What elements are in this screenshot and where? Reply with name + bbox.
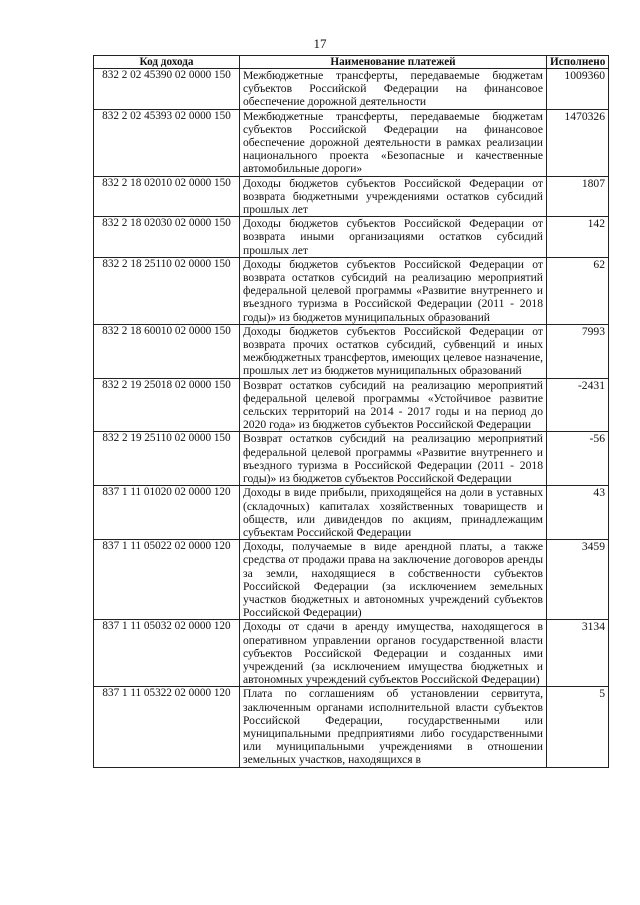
payment-name-cell: Доходы бюджетов субъектов Российской Федерации от возврата иными организациями остатков субсидий прошлых лет xyxy=(240,217,547,258)
revenue-code-cell: 832 2 02 45393 02 0000 150 xyxy=(94,109,240,176)
table-row xyxy=(94,257,609,324)
revenue-code-cell: 832 2 02 45390 02 0000 150 xyxy=(94,69,240,110)
header-name: Наименование платежей xyxy=(240,56,547,69)
amount-cell: 1470326 xyxy=(547,109,609,176)
table-body xyxy=(94,69,609,768)
page-number: 17 xyxy=(313,36,327,51)
payment-name-cell: Плата по соглашениям об установлении сервитута, заключенным органами исполнительной власти субъектов Российской Федерации, государственными или муниципальными предприятиями либо государственными или муниципальными учреждениями в отношении земельных участков, находящихся в xyxy=(240,687,547,767)
amount-cell: 1807 xyxy=(547,176,609,217)
payment-name-cell: Межбюджетные трансферты, передаваемые бюджетам субъектов Российской Федерации на финансовое обеспечение дорожной деятельности в рамках реализации национального проекта «Безопасные и качественные автомобильные дороги» xyxy=(240,109,547,176)
table-row xyxy=(94,687,609,767)
amount-cell: 142 xyxy=(547,217,609,258)
amount-cell: 1009360 xyxy=(547,69,609,110)
table-row xyxy=(94,176,609,217)
table-row xyxy=(94,540,609,620)
amount-cell: 62 xyxy=(547,257,609,324)
amount-cell: 43 xyxy=(547,486,609,540)
payment-name-cell: Доходы бюджетов субъектов Российской Федерации от возврата остатков субсидий на реализацию мероприятий федеральной целевой программы «Развитие внутреннего и въездного туризма в Российской Федерации (2011 - 2018 годы)» из бюджетов муниципальных образований xyxy=(240,257,547,324)
revenue-code-cell: 832 2 18 25110 02 0000 150 xyxy=(94,257,240,324)
header-code: Код дохода xyxy=(94,56,240,69)
payment-name-cell: Доходы от сдачи в аренду имущества, находящегося в оперативном управлении органов государственной власти субъектов Российской Федерации и созданных ими учреждений (за исключением имущества бюджетных и автономных учреждений субъектов Российской Федерации) xyxy=(240,620,547,687)
revenue-code-cell: 837 1 11 05022 02 0000 120 xyxy=(94,540,240,620)
table-row xyxy=(94,217,609,258)
payment-name-cell: Возврат остатков субсидий на реализацию мероприятий федеральной целевой программы «Развитие внутреннего и въездного туризма в Российской Федерации (2011 - 2018 годы)» из бюджетов субъектов Российской Федерации xyxy=(240,432,547,486)
amount-cell: -56 xyxy=(547,432,609,486)
table-row xyxy=(94,109,609,176)
table-row xyxy=(94,432,609,486)
revenue-code-cell: 837 1 11 01020 02 0000 120 xyxy=(94,486,240,540)
table-row xyxy=(94,324,609,378)
amount-cell: -2431 xyxy=(547,378,609,432)
amount-cell: 5 xyxy=(547,687,609,767)
amount-cell: 3459 xyxy=(547,540,609,620)
payment-name-cell: Доходы, получаемые в виде арендной платы, а также средства от продажи права на заключение договоров аренды за земли, находящиеся в собственности субъектов Российской Федерации (за исключением земельных участков бюджетных и автономных учреждений субъектов Российской Федерации) xyxy=(240,540,547,620)
payment-name-cell: Межбюджетные трансферты, передаваемые бюджетам субъектов Российской Федерации на финансовое обеспечение дорожной деятельности xyxy=(240,69,547,110)
revenue-code-cell: 837 1 11 05032 02 0000 120 xyxy=(94,620,240,687)
table-row xyxy=(94,69,609,110)
table-row xyxy=(94,486,609,540)
payment-name-cell: Доходы бюджетов субъектов Российской Федерации от возврата бюджетными учреждениями остатков субсидий прошлых лет xyxy=(240,176,547,217)
table-row xyxy=(94,378,609,432)
revenue-table xyxy=(93,55,609,768)
amount-cell: 3134 xyxy=(547,620,609,687)
table-row xyxy=(94,620,609,687)
revenue-code-cell: 832 2 19 25018 02 0000 150 xyxy=(94,378,240,432)
payment-name-cell: Доходы в виде прибыли, приходящейся на доли в уставных (складочных) капиталах хозяйственных товариществ и обществ, или дивидендов по акциям, принадлежащим субъектам Российской Федерации xyxy=(240,486,547,540)
revenue-code-cell: 832 2 18 02030 02 0000 150 xyxy=(94,217,240,258)
table-header-row xyxy=(94,56,609,69)
amount-cell: 7993 xyxy=(547,324,609,378)
revenue-code-cell: 832 2 18 02010 02 0000 150 xyxy=(94,176,240,217)
revenue-code-cell: 837 1 11 05322 02 0000 120 xyxy=(94,687,240,767)
header-amount: Исполнено xyxy=(547,56,609,69)
payment-name-cell: Доходы бюджетов субъектов Российской Федерации от возврата прочих остатков субсидий, субвенций и иных межбюджетных трансфертов, имеющих целевое назначение, прошлых лет из бюджетов муниципальных образований xyxy=(240,324,547,378)
revenue-code-cell: 832 2 18 60010 02 0000 150 xyxy=(94,324,240,378)
revenue-code-cell: 832 2 19 25110 02 0000 150 xyxy=(94,432,240,486)
payment-name-cell: Возврат остатков субсидий на реализацию мероприятий федеральной целевой программы «Устойчивое развитие сельских территорий на 2014 - 2017 годы и на период до 2020 года» из бюджетов субъектов Российской Федерации xyxy=(240,378,547,432)
